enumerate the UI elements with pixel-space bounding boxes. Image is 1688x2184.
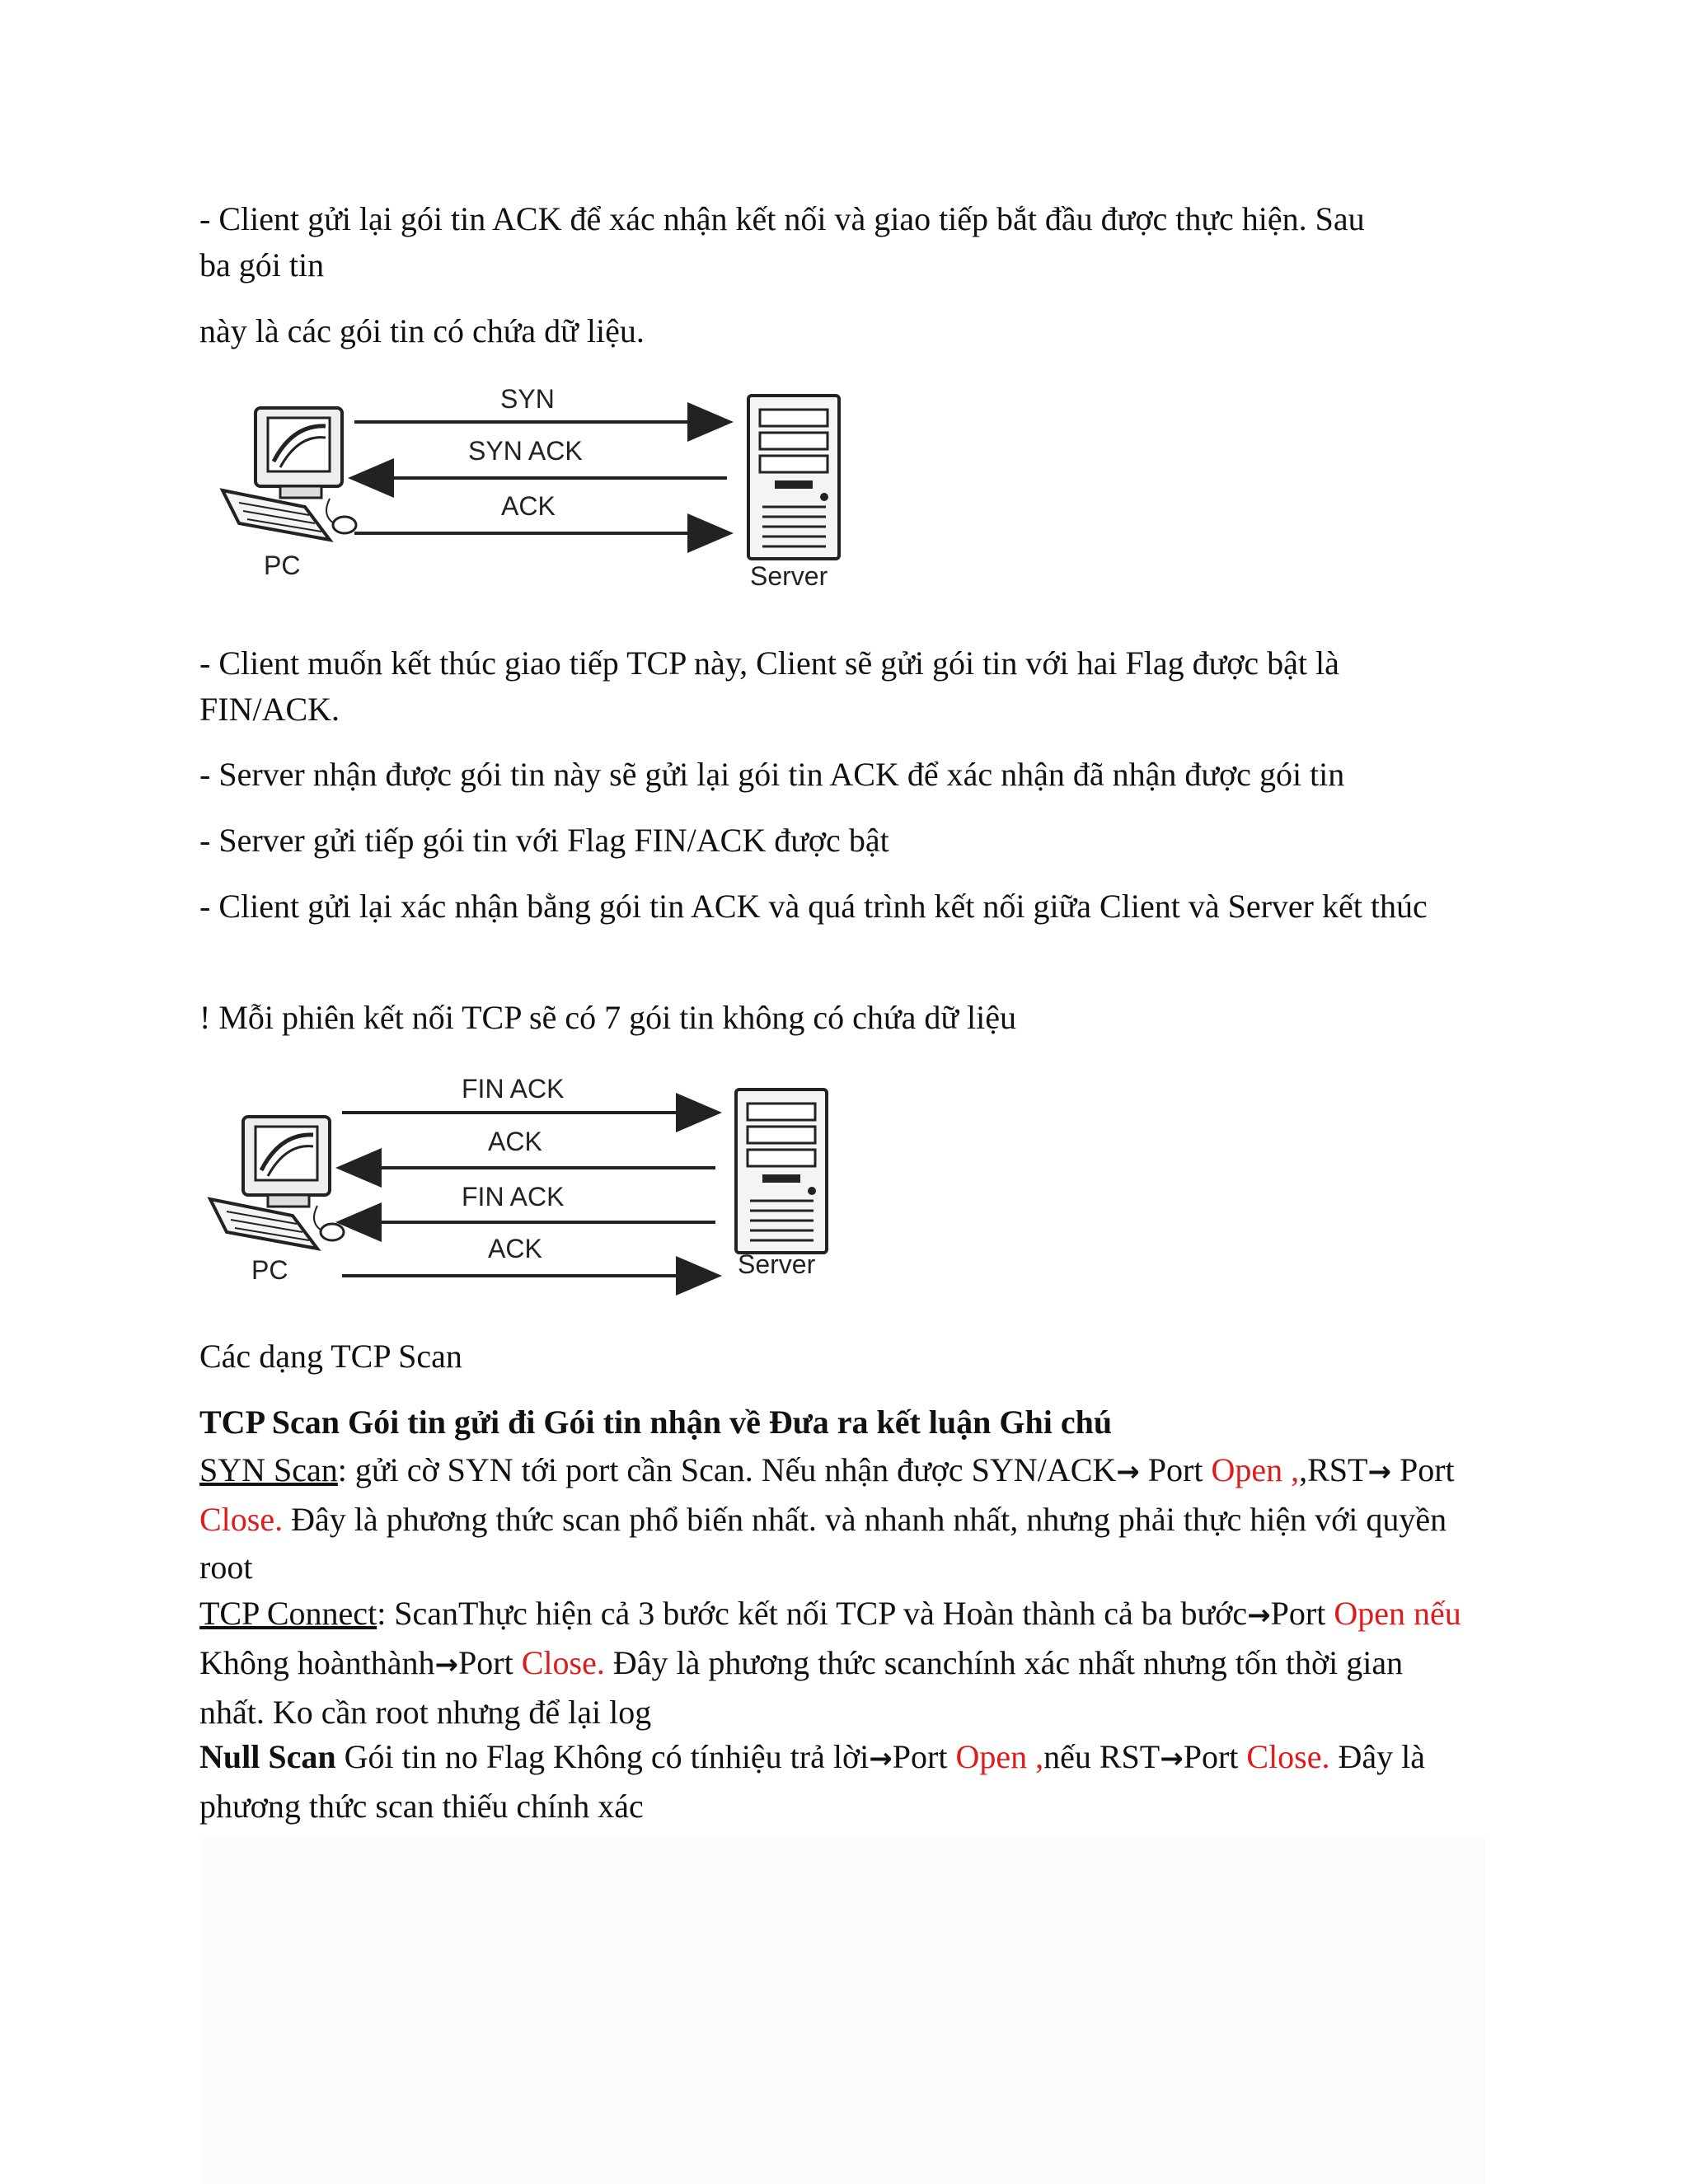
null-scan-text-2: Port [892, 1738, 956, 1775]
paragraph-client-close: - Client gửi lại xác nhận bằng gói tin ACK và quá trình kết nối giữa Client và Server kết thúc [199, 888, 1428, 925]
paragraph-client-ack [199, 196, 1469, 288]
syn-scan-close: Close. [199, 1501, 284, 1538]
arrow-label-ack-2: ACK [488, 1234, 542, 1263]
tcp-connect-text-3: Không hoànthành [199, 1644, 435, 1681]
null-scan-text-1: Gói tin no Flag Không có tínhiệu trả lời [335, 1738, 870, 1775]
server-label: Server [750, 561, 828, 591]
right-arrow-icon: → [1247, 1599, 1271, 1632]
tcp-connect-text-5: Đây là phương thức scanchính xác nhất nhưng tốn thời gian nhất. Ko cần root nhưng để lại log [199, 1644, 1404, 1731]
tcp-connect-open: Open nếu [1334, 1595, 1461, 1632]
syn-scan-text-1: : gửi cờ SYN tới port cần Scan. Nếu nhận được SYN/ACK [337, 1451, 1117, 1488]
syn-scan-open: Open [1211, 1451, 1283, 1488]
right-arrow-icon: → [1160, 1742, 1184, 1775]
section-heading-tcp-scan: Các dạng TCP Scan [199, 1338, 462, 1375]
scan-row-syn [199, 1446, 1469, 1591]
arrow-label-fin-ack-2: FIN ACK [462, 1182, 565, 1212]
right-arrow-icon: → [1367, 1455, 1391, 1488]
pc-label: PC [264, 551, 301, 580]
server-label: Server [738, 1249, 816, 1279]
paragraph-client-ack-line1: - Client gửi lại gói tin ACK để xác nhận kết nối và giao tiếp bắt đầu được thực hiện. Sau [199, 200, 1365, 237]
right-arrow-icon: → [1116, 1455, 1140, 1488]
pc-label: PC [251, 1255, 288, 1285]
syn-scan-text-4: Port [1390, 1451, 1455, 1488]
tcp-connect-text-1: : ScanThực hiện cả 3 bước kết nối TCP và Hoàn thành cả ba bước [377, 1595, 1248, 1632]
syn-scan-rst-comma: , [1291, 1451, 1300, 1488]
paragraph-server-ack: - Server nhận được gói tin này sẽ gửi lại gói tin ACK để xác nhận đã nhận được gói tin [199, 756, 1345, 793]
paragraph-note: ! Mỗi phiên kết nối TCP sẽ có 7 gói tin không có chứa dữ liệu [199, 999, 1017, 1036]
null-scan-text-3: nếu RST [1043, 1738, 1160, 1775]
bottom-page-area [199, 1838, 1485, 2184]
tcp-handshake-diagram [206, 383, 849, 602]
pc-computer-icon [223, 408, 356, 540]
null-scan-close: Close. [1246, 1738, 1330, 1775]
server-tower-icon [736, 1090, 827, 1253]
arrow-label-ack-1: ACK [488, 1127, 542, 1156]
pc-computer-icon [210, 1117, 344, 1249]
null-scan-name: Null Scan [199, 1738, 336, 1775]
syn-scan-text-2: Port [1139, 1451, 1212, 1488]
null-scan-text-4: Port [1183, 1738, 1247, 1775]
null-scan-text-5: Đây là phương thức scan thiếu chính xác [199, 1738, 1426, 1825]
arrow-label-fin-ack-1: FIN ACK [462, 1074, 565, 1104]
paragraph-client-ack-line2: ba gói tin [199, 246, 325, 284]
arrow-label-ack: ACK [501, 491, 556, 521]
scan-row-null [199, 1733, 1469, 1830]
tcp-connect-text-2: Port [1270, 1595, 1334, 1632]
scan-row-connect [199, 1590, 1469, 1736]
arrow-label-syn-ack: SYN ACK [468, 436, 583, 466]
null-scan-open: Open , [955, 1738, 1044, 1775]
right-arrow-icon: → [434, 1648, 459, 1681]
right-arrow-icon: → [869, 1742, 893, 1775]
paragraph-server-fin: - Server gửi tiếp gói tin với Flag FIN/ACK được bật [199, 822, 889, 859]
arrow-label-syn: SYN [500, 384, 555, 414]
tcp-connect-name: TCP Connect [199, 1595, 377, 1632]
tcp-teardown-diagram [206, 1071, 849, 1298]
tcp-connect-text-4: Port [458, 1644, 522, 1681]
paragraph-data-packets: này là các gói tin có chứa dữ liệu. [199, 312, 645, 349]
syn-scan-name: SYN Scan [199, 1451, 338, 1488]
scan-table-header: TCP Scan Gói tin gửi đi Gói tin nhận về Đưa ra kết luận Ghi chú [199, 1404, 1113, 1441]
paragraph-client-fin: - Client muốn kết thúc giao tiếp TCP này, Client sẽ gửi gói tin với hai Flag được bật là FIN/ACK. [199, 644, 1339, 728]
syn-scan-text-3: ,RST [1299, 1451, 1368, 1488]
tcp-connect-close: Close. [521, 1644, 605, 1681]
server-tower-icon [748, 396, 839, 559]
syn-scan-text-5: Đây là phương thức scan phổ biến nhất. và nhanh nhất, nhưng phải thực hiện với quyền root [199, 1501, 1447, 1586]
